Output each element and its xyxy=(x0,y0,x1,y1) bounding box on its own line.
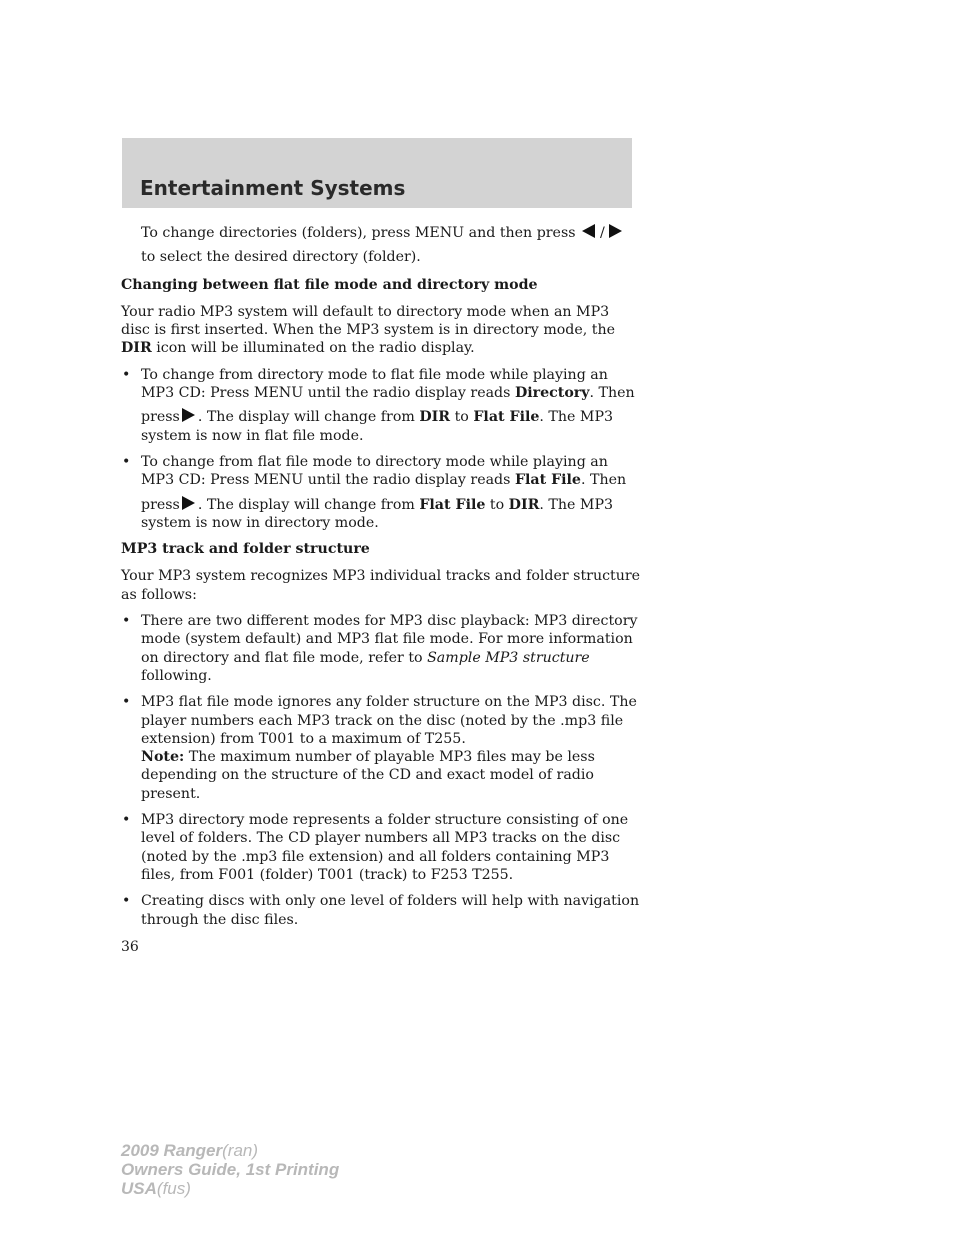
item-text: . The display will change from xyxy=(197,409,415,426)
default-mode-paragraph xyxy=(121,303,641,358)
item-bold: Flat File xyxy=(514,472,581,489)
list-item xyxy=(121,892,641,929)
list-item xyxy=(121,453,641,532)
footer-line-model xyxy=(121,1141,339,1160)
cross-reference: Sample MP3 structure xyxy=(427,649,590,666)
heading-track-folder-structure: MP3 track and folder structure xyxy=(121,541,370,558)
list-item xyxy=(121,366,641,445)
item-text: MP3 flat file mode ignores any folder structure on the MP3 disc. The player numbers each MP3 track on the disc (noted by the .mp3 file extension) from T001 to a maximum of T255. xyxy=(141,694,637,747)
note-label: Note: xyxy=(141,749,185,766)
arrow-separator: / xyxy=(600,225,605,241)
default-mode-text-end: icon will be illuminated on the radio display. xyxy=(156,340,475,357)
bullet-marker: • xyxy=(122,812,131,829)
structure-list xyxy=(121,612,641,929)
list-item xyxy=(121,811,641,884)
item-text: to xyxy=(489,496,505,513)
footer-model-code: (ran) xyxy=(222,1141,259,1160)
item-line xyxy=(141,496,641,533)
item-bold: Directory xyxy=(514,385,590,402)
item-text: To change from flat file mode to directory mode while playing an MP3 CD: Press MENU until the radio display reads xyxy=(141,453,608,489)
item-bold: Flat File xyxy=(473,409,540,426)
item-text: Creating discs with only one level of folders will help with navigation through the disc files. xyxy=(141,893,640,928)
item-text: . Then xyxy=(580,472,627,489)
item-bold: DIR xyxy=(419,409,451,426)
default-mode-text: Your radio MP3 system will default to directory mode when an MP3 disc is first inserted. When the MP3 system is in directory mode, the xyxy=(121,303,616,339)
bullet-marker: • xyxy=(122,453,131,470)
item-text: . Then xyxy=(589,385,635,402)
item-text: press xyxy=(141,496,180,513)
seek-right-arrow-icon xyxy=(609,224,622,238)
page-number: 36 xyxy=(121,939,139,955)
item-bold: Flat File xyxy=(419,496,486,513)
section-title: Entertainment Systems xyxy=(140,176,406,200)
item-text: There are two different modes for MP3 disc playback: MP3 directory mode (system default) and MP3 flat file mode. For more information on directory and flat file mode, refer to xyxy=(141,613,638,666)
seek-right-arrow-icon xyxy=(182,496,195,510)
bullet-marker: • xyxy=(122,694,131,711)
seek-left-arrow-icon xyxy=(582,224,595,238)
footer-guide: Owners Guide, 1st Printing xyxy=(121,1160,340,1179)
item-text: MP3 directory mode represents a folder structure consisting of one level of folders. The CD player numbers all MP3 tracks on the disc (noted by the .mp3 file extension) and all folders containing MP3 files, from F001 (folder) T001 (track) to F253 T255. xyxy=(141,812,629,883)
item-bold: DIR xyxy=(508,496,540,513)
footer-model: 2009 Ranger xyxy=(121,1141,223,1160)
mode-change-list xyxy=(121,366,641,532)
item-text: . The MP3 system is now in directory mode. xyxy=(141,496,614,531)
list-item xyxy=(121,693,641,803)
structure-intro-paragraph: Your MP3 system recognizes MP3 individual tracks and folder structure as follows: xyxy=(121,568,641,603)
note-text: The maximum number of playable MP3 files may be less depending on the structure of the CD and exact model of radio present. xyxy=(141,749,595,802)
item-text: following. xyxy=(141,667,212,684)
item-text: . The MP3 system is now in flat file mode. xyxy=(141,409,614,444)
bullet-marker: • xyxy=(122,893,131,910)
item-text: . The display will change from xyxy=(197,496,415,513)
print-footer xyxy=(121,1141,339,1198)
intro-text: To change directories (folders), press MENU and then press xyxy=(141,225,576,241)
footer-market-code: (fus) xyxy=(156,1179,191,1198)
item-text: To change from directory mode to flat file mode while playing an MP3 CD: Press MENU until the radio display reads xyxy=(141,366,608,402)
item-line xyxy=(141,408,641,445)
seek-right-arrow-icon xyxy=(182,408,195,422)
footer-line-market xyxy=(121,1179,339,1198)
list-item xyxy=(121,612,641,685)
section-header-band xyxy=(122,138,632,208)
item-text: to xyxy=(454,409,469,426)
footer-market: USA xyxy=(121,1179,157,1198)
bullet-marker: • xyxy=(122,613,131,630)
dir-label: DIR xyxy=(121,340,152,357)
intro-paragraph xyxy=(121,224,641,267)
intro-text-line2: to select the desired directory (folder). xyxy=(141,249,421,266)
item-text: press xyxy=(141,409,180,426)
bullet-marker: • xyxy=(122,366,131,383)
footer-line-guide xyxy=(121,1160,339,1179)
page-content xyxy=(121,224,641,937)
heading-flat-file-directory-mode: Changing between flat file mode and directory mode xyxy=(121,276,538,293)
